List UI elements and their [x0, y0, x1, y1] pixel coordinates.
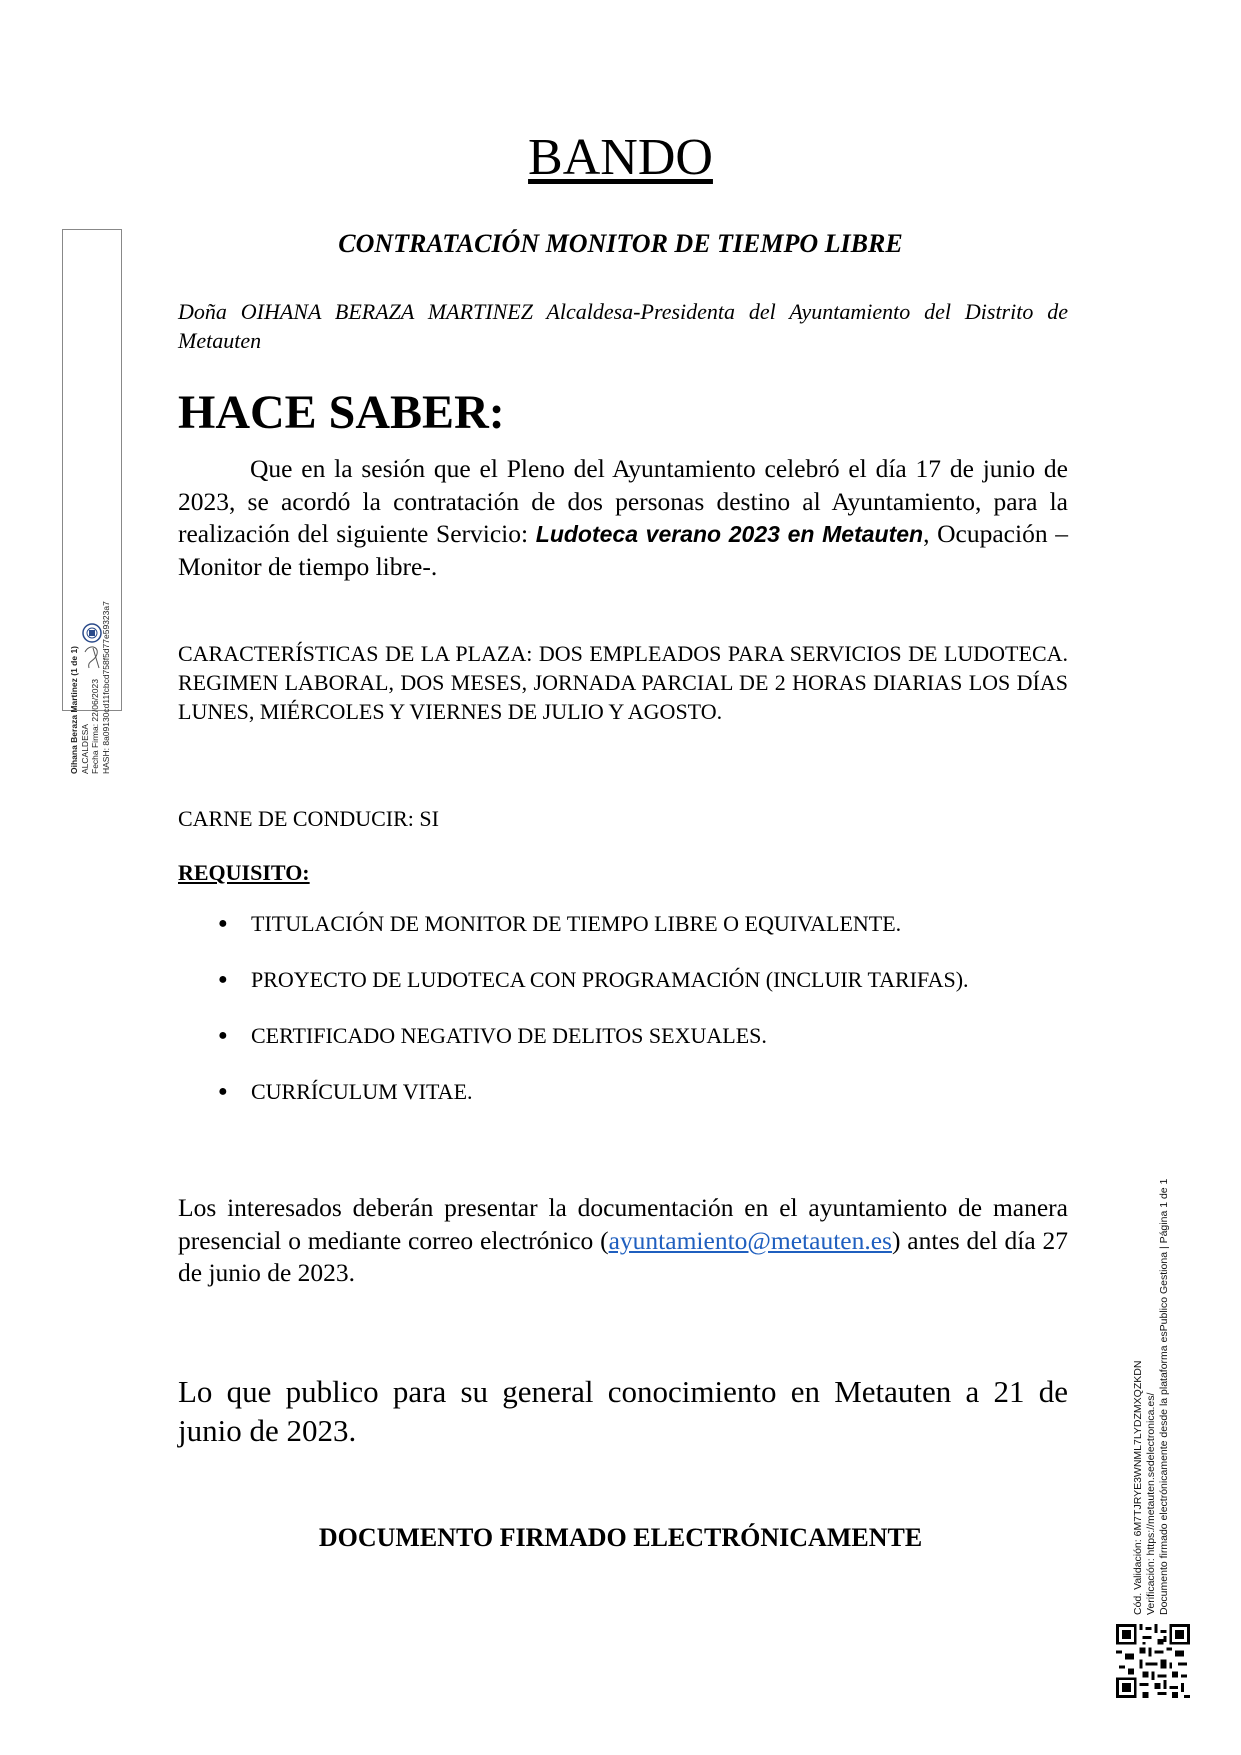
submission-paragraph: [178, 1192, 1068, 1290]
requirement-text: CURRÍCULUM VITAE.: [251, 1079, 473, 1104]
signature-stamp: [62, 229, 122, 774]
bullet-icon: ●: [218, 971, 228, 988]
document-subtitle: CONTRATACIÓN MONITOR DE TIEMPO LIBRE: [338, 229, 903, 258]
service-name: Ludoteca verano 2023 en Metauten: [535, 521, 924, 547]
document-title: BANDO: [528, 129, 713, 186]
submission-text-start: Los interesados deberán presentar la documentación en el ayuntamiento de manera presencial o mediante correo electrónico (: [178, 1193, 1068, 1255]
submission-text-end: ) antes del día 27 de junio de 2023.: [178, 1225, 1068, 1287]
bullet-icon: ●: [218, 1027, 228, 1044]
announcement-text-end: , Ocupación – Monitor de tiempo libre-.: [178, 519, 1068, 581]
email-link[interactable]: ayuntamiento@metauten.es: [608, 1225, 892, 1255]
closing-paragraph: Lo que publico para su general conocimiento en Metauten a 21 de junio de 2023.: [178, 1374, 1068, 1448]
list-item: [218, 965, 1118, 1021]
validation-text: [1132, 1095, 1180, 1615]
signer-name: Oihana Beraza Martinez (1 de 1): [69, 645, 79, 774]
list-item: [218, 1077, 1118, 1133]
requirement-text: TITULACIÓN DE MONITOR DE TIEMPO LIBRE O EQUIVALENTE.: [251, 911, 902, 936]
intro-text: Doña OIHANA BERAZA MARTINEZ Alcaldesa-Presidenta del Ayuntamiento del Distrito de Metauten: [178, 299, 1068, 353]
section-heading: HACE SABER:: [178, 386, 505, 439]
list-item: [218, 1021, 1118, 1077]
validation-note: Documento firmado electrónicamente desde la plataforma esPublico Gestiona | Página 1 de 1: [1158, 1178, 1170, 1615]
signature-hash: HASH: 8a09130cd11fcbcd758f5d77e59323a7: [100, 601, 111, 774]
requirements-heading: REQUISITO:: [178, 860, 310, 885]
validation-block: [1132, 1095, 1180, 1615]
qr-code-icon: [1116, 1624, 1190, 1698]
validation-code: Cód. Validación: 6M7TJRYE3WNML7LYDZMXQZKDN: [1132, 1360, 1144, 1615]
announcement-text-start: Que en la sesión que el Pleno del Ayuntamiento celebró el día 17 de junio de 2023, se acordó la contratación de dos personas destino al Ayuntamiento, para la realización del siguiente Servicio:: [178, 454, 1068, 548]
requirements-list: [218, 909, 1118, 1133]
requirement-text: PROYECTO DE LUDOTECA CON PROGRAMACIÓN (INCLUIR TARIFAS).: [251, 967, 969, 992]
signature-date: Fecha Firma: 22/06/2023: [90, 679, 100, 774]
bullet-icon: ●: [218, 915, 228, 932]
requirement-text: CERTIFICADO NEGATIVO DE DELITOS SEXUALES.: [251, 1023, 767, 1048]
municipal-seal-icon: [77, 622, 107, 674]
list-item: [218, 909, 1118, 965]
bullet-icon: ●: [218, 1083, 228, 1100]
signature-stamp-text: [69, 374, 117, 774]
signer-role: ALCALDESA: [79, 723, 90, 774]
driving-license-requirement: CARNE DE CONDUCIR: SI: [178, 806, 439, 831]
validation-url: Verificación: https://metauten.sedelectronica.es/: [1145, 1392, 1157, 1615]
signed-notice: DOCUMENTO FIRMADO ELECTRÓNICAMENTE: [318, 1523, 923, 1552]
position-characteristics: CARACTERÍSTICAS DE LA PLAZA: DOS EMPLEADOS PARA SERVICIOS DE LUDOTECA. REGIMEN LABORAL, DOS MESES, JORNADA PARCIAL DE 2 HORAS DIARIAS LOS DÍAS LUNES, MIÉRCOLES Y VIERNES DE JULIO Y AGOSTO.: [178, 641, 1068, 724]
announcement-paragraph: [178, 453, 1068, 583]
